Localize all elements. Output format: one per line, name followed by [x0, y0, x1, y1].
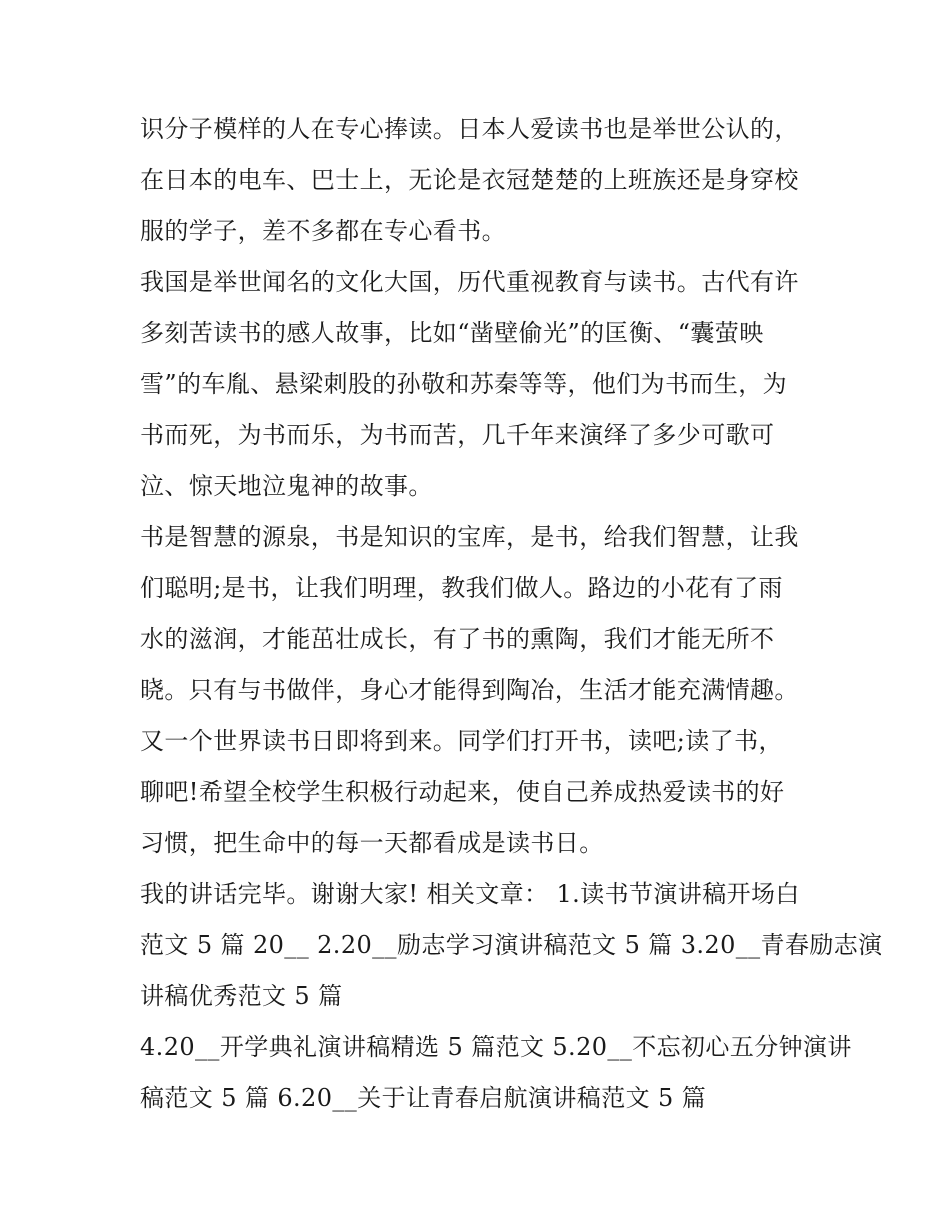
text-line: 习惯，把生命中的每一天都看成是读书日。 [140, 829, 604, 857]
paragraph-closing-related [140, 869, 883, 1022]
text-line: 聊吧!希望全校学生积极行动起来，使自己养成热爱读书的好 [140, 778, 785, 806]
text-line: 识分子模样的人在专心捧读。日本人爱读书也是举世公认的， [140, 115, 799, 143]
text-line: 我国是举世闻名的文化大国，历代重视教育与读书。古代有许 [140, 268, 799, 296]
text-line: 书是智慧的源泉，书是知识的宝库，是书，给我们智慧，让我 [140, 523, 799, 551]
paragraph-reading-japan [140, 104, 820, 257]
text-line: 雪”的车胤、悬梁刺股的孙敬和苏秦等等，他们为书而生，为 [140, 370, 788, 398]
document-body [140, 104, 883, 1124]
text-line: 水的滋润，才能茁壮成长，有了书的熏陶，我们才能无所不 [140, 625, 775, 653]
text-line: 在日本的电车、巴士上，无论是衣冠楚楚的上班族还是身穿校 [140, 166, 799, 194]
text-line: 又一个世界读书日即将到来。同学们打开书，读吧;读了书， [140, 727, 783, 755]
text-line: 晓。只有与书做伴，身心才能得到陶冶，生活才能充满情趣。 [140, 676, 799, 704]
text-line: 书而死，为书而乐，为书而苦，几千年来演绎了多少可歌可 [140, 421, 775, 449]
text-line: 我的讲话完毕。谢谢大家! 相关文章： 1.读书节演讲稿开场白 [140, 880, 800, 908]
text-line: 4.20__开学典礼演讲稿精选 5 篇范文 5.20__不忘初心五分钟演讲 [140, 1033, 852, 1061]
text-line: 服的学子，差不多都在专心看书。 [140, 217, 506, 245]
text-line: 稿范文 5 篇 6.20__关于让青春启航演讲稿范文 5 篇 [140, 1084, 707, 1112]
text-line: 们聪明;是书，让我们明理，教我们做人。路边的小花有了雨 [140, 574, 783, 602]
paragraph-china-culture [140, 257, 820, 512]
text-line: 泣、惊天地泣鬼神的故事。 [140, 472, 433, 500]
paragraph-reading-day [140, 716, 820, 869]
paragraph-book-wisdom [140, 512, 820, 716]
text-line: 范文 5 篇 20__ 2.20__励志学习演讲稿范文 5 篇 3.20__青春励志演 [140, 931, 883, 959]
paragraph-related-articles [140, 1022, 852, 1124]
text-line: 多刻苦读书的感人故事，比如“凿壁偷光”的匡衡、“囊萤映 [140, 319, 764, 347]
text-line: 讲稿优秀范文 5 篇 [140, 982, 343, 1010]
